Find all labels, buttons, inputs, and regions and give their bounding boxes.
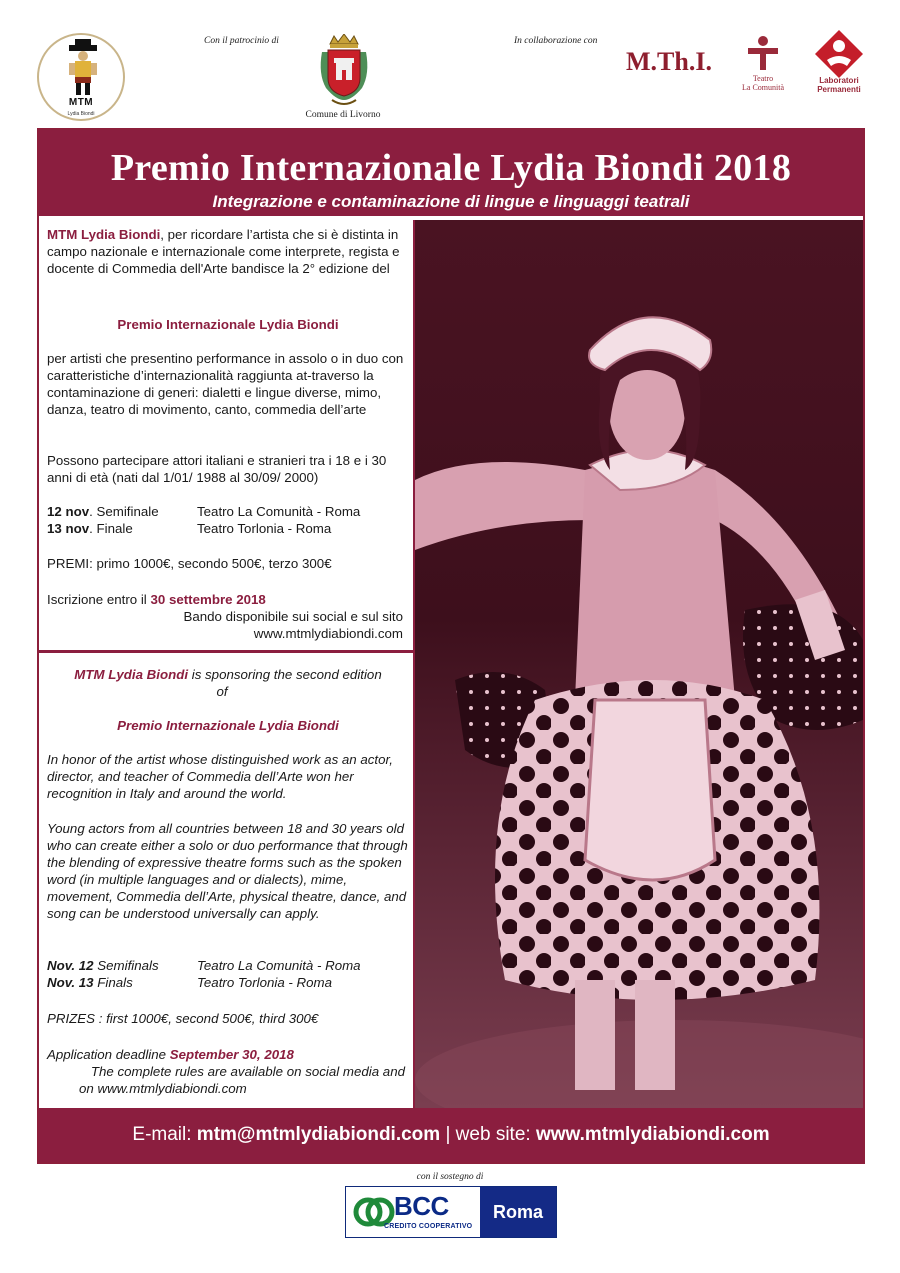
sponsor-label: con il sostegno di <box>416 1172 484 1182</box>
mtm-logo-word: MTM <box>68 97 94 108</box>
performer-photo <box>415 220 863 1108</box>
english-date-row <box>47 974 409 991</box>
contact-band <box>39 1108 863 1162</box>
laboratori-permanenti-logo-icon <box>813 30 865 78</box>
lab-label-line1: Laboratori <box>819 76 859 85</box>
italian-venue-1: Teatro La Comunità - Roma <box>197 504 361 519</box>
english-event-1: Semifinals <box>93 958 159 973</box>
italian-deadline <box>47 591 409 608</box>
italian-date-2: 13 nov <box>47 521 90 536</box>
laboratori-permanenti-label <box>806 76 872 94</box>
italian-deadline-date: 30 settembre 2018 <box>150 592 266 607</box>
english-deadline-label: Application deadline <box>47 1047 170 1062</box>
english-deadline-date: September 30, 2018 <box>169 1047 294 1062</box>
english-venue-2: Teatro Torlonia - Roma <box>197 975 333 990</box>
website-label: | web site: <box>440 1124 536 1145</box>
mtm-logo-sub: Lydia Biondi <box>67 111 95 117</box>
bcc-city: Roma <box>480 1187 556 1237</box>
italian-date-1: 12 nov <box>47 504 90 519</box>
livorno-crest-icon <box>316 34 372 108</box>
mthi-logo <box>626 42 718 76</box>
mtm-logo <box>37 33 125 121</box>
performer-silhouette-icon <box>39 35 125 121</box>
page-title: Premio Internazionale Lydia Biondi 2018 <box>110 147 792 189</box>
italian-date-row <box>47 520 409 537</box>
english-prize-name: Premio Internazionale Lydia Biondi <box>117 718 339 733</box>
italian-event-1: . Semifinale <box>89 504 159 519</box>
mthi-logo-text: M.Th.I. <box>626 47 712 76</box>
italian-rules-line2[interactable]: www.mtmlydiabiondi.com <box>253 626 403 641</box>
english-date-1: Nov. 12 <box>47 958 94 973</box>
bcc-word: BCC <box>394 1191 449 1221</box>
english-rules-line2[interactable]: on www.mtmlydiabiondi.com <box>79 1081 247 1096</box>
italian-prizes-text: primo 1000€, secondo 500€, terzo 300€ <box>92 556 332 571</box>
english-date-row <box>47 957 409 974</box>
performer-illustration <box>415 220 863 1108</box>
italian-date-row <box>47 503 409 520</box>
italian-rules-line1: Bando disponibile sui social e sul sito <box>183 609 403 624</box>
english-date-2: Nov. 13 <box>47 975 94 990</box>
italian-intro-rest: , per ricordare l’artista che si è distinta in campo nazionale e internazionale come interprete, regista e docente di Commedia dell'Arte bandisce la 2° edizione del <box>47 227 400 276</box>
italian-intro <box>47 226 409 277</box>
teatro-label-line2: La Comunità <box>742 83 784 92</box>
english-intro-rest: is sponsoring the second edition <box>188 667 382 682</box>
email-label: E-mail: <box>132 1124 197 1145</box>
english-venue-1: Teatro La Comunità - Roma <box>197 958 361 973</box>
italian-prize-name: Premio Internazionale Lydia Biondi <box>117 317 339 332</box>
lab-label-line2: Permanenti <box>817 85 861 94</box>
english-rules-line1: The complete rules are available on social media and <box>90 1064 405 1079</box>
english-eligibility: Young actors from all countries between 18 and 30 years old who can create either a solo or duo performance that through the blending of expressive theatre forms such as the spoken word (in multiple languages and or dialects), mime, movement, Commedia dell’Arte, physical theatre, dance, and song can be understood universally can apply. <box>47 821 408 921</box>
english-intro-of: of <box>216 684 228 699</box>
italian-event-2: . Finale <box>89 521 133 536</box>
english-deadline <box>47 1046 409 1063</box>
title-band <box>39 130 863 218</box>
english-honor: In honor of the artist whose distinguished work as an actor, director, and teacher of Commedia dell’Arte won her recognition in Italy and around the world. <box>47 752 393 801</box>
italian-prizes-label: PREMI: <box>47 556 93 571</box>
patrocinio-label: Con il patrocinio di <box>204 36 279 46</box>
english-intro <box>47 666 409 683</box>
contact-line <box>39 1124 863 1146</box>
italian-eligibility: Possono partecipare attori italiani e stranieri tra i 18 e i 30 anni di età (nati dal 1/01/ 1988 al 30/09/ 2000) <box>47 453 387 485</box>
comune-label: Comune di Livorno <box>305 110 381 120</box>
page-subtitle: Integrazione e contaminazione di lingue e linguaggi teatrali <box>212 192 690 211</box>
bcc-logo-left <box>346 1187 480 1237</box>
english-event-2: Finals <box>93 975 133 990</box>
section-divider <box>39 650 413 653</box>
website-link[interactable]: www.mtmlydiabiondi.com <box>535 1124 770 1145</box>
italian-prizes <box>47 555 409 572</box>
teatro-label-line1: Teatro <box>752 74 774 83</box>
teatro-la-comunita-label <box>733 74 793 92</box>
email-link[interactable]: mtm@mtmlydiabiondi.com <box>196 1124 441 1145</box>
bcc-sub: CREDITO COOPERATIVO <box>384 1223 473 1230</box>
italian-description: per artisti che presentino performance in assolo o in duo con caratteristiche d’internazionalità raggiunta at-traverso la contaminazione di generi: dialetti e lingue diverse, mimo, danza, teatro di movimento, canto, commedia dell’arte <box>47 351 404 417</box>
collaborazione-label: In collaborazione con <box>514 36 598 46</box>
english-intro-name: MTM Lydia Biondi <box>74 667 189 682</box>
bcc-roma-logo <box>345 1186 557 1238</box>
english-prizes: PRIZES : first 1000€, second 500€, third 300€ <box>47 1011 319 1026</box>
text-column <box>39 220 413 1108</box>
italian-venue-2: Teatro Torlonia - Roma <box>197 521 332 536</box>
poster-frame <box>37 128 865 1164</box>
italian-intro-name: MTM Lydia Biondi <box>47 227 161 242</box>
italian-deadline-label: Iscrizione entro il <box>47 592 151 607</box>
